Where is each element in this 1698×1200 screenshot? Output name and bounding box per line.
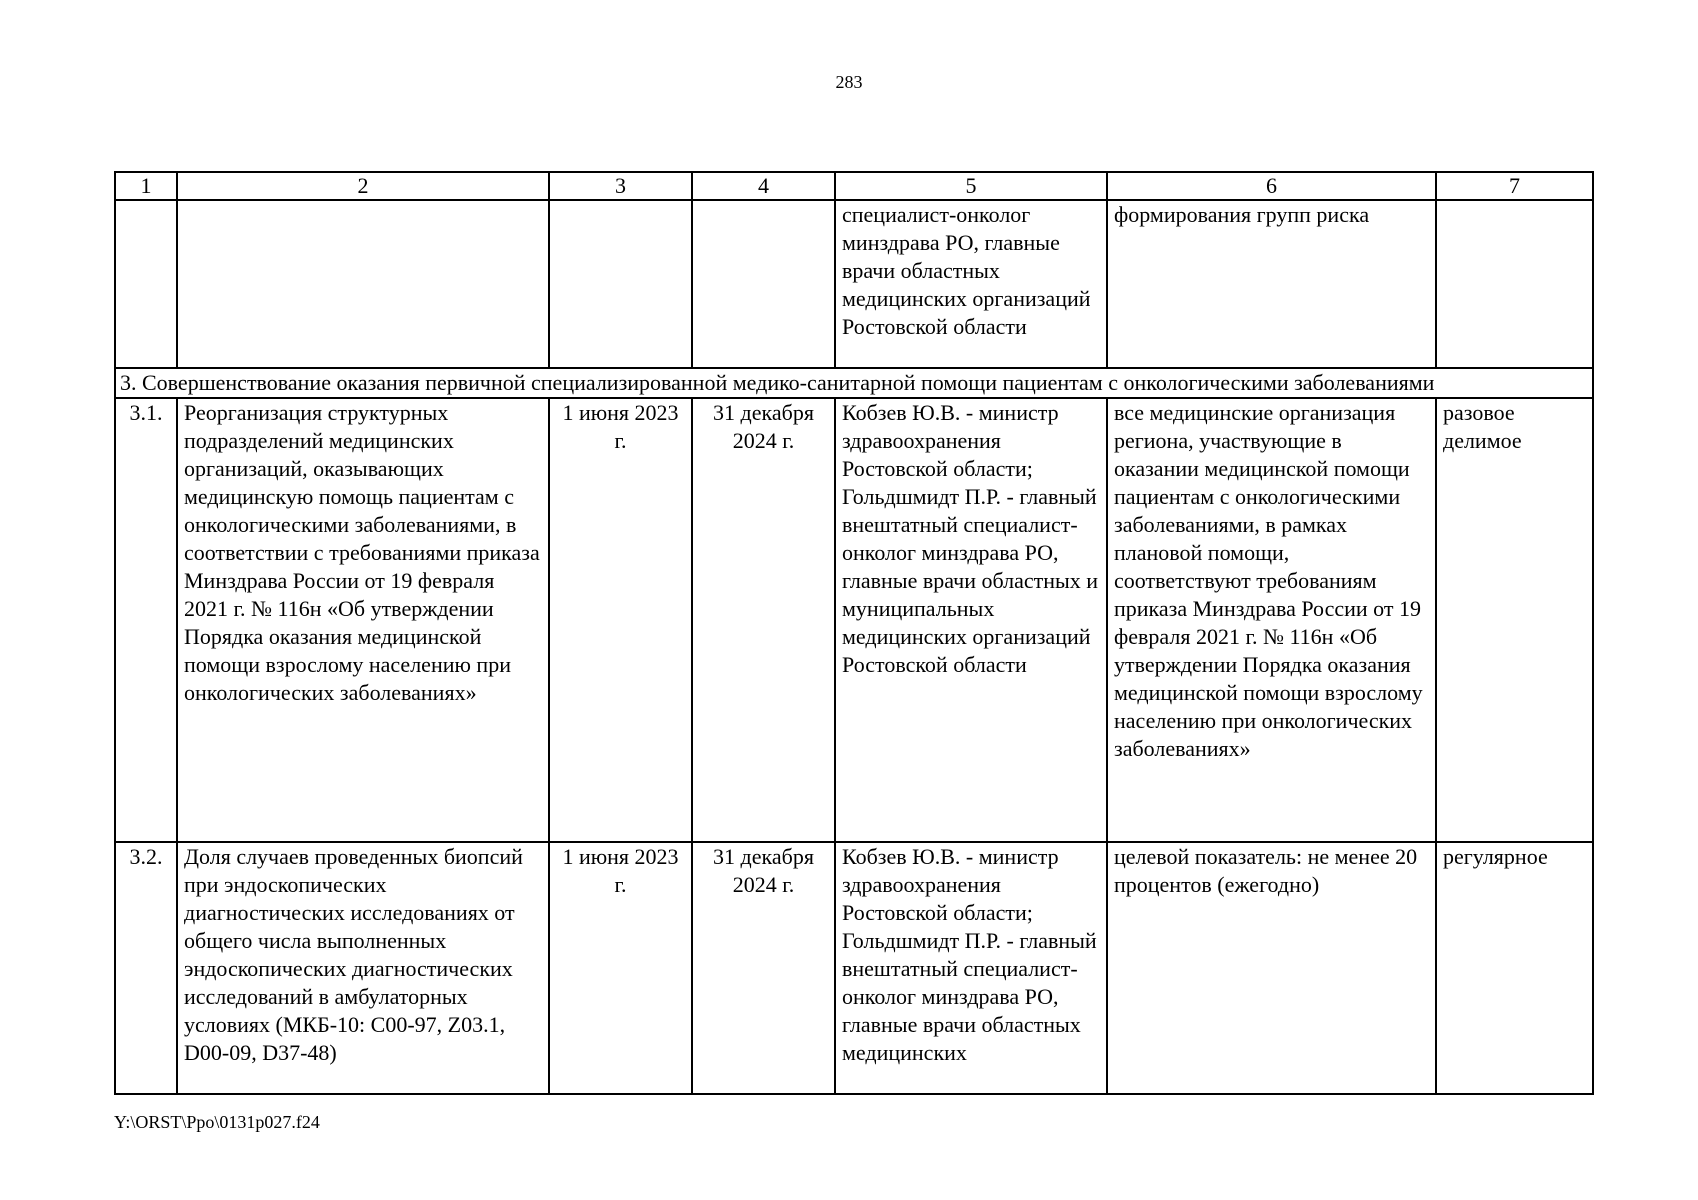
column-header: 4 bbox=[692, 172, 835, 200]
start-date-cell: 1 июня 2023 г. bbox=[549, 842, 692, 1094]
column-header-row bbox=[115, 172, 1593, 200]
event-name-cell: Доля случаев проведенных биопсий при эндоскопических диагностических исследованиях от общего числа выполненных эндоскопических диагностических исследований в амбулаторных условиях (МКБ-10: C00-97, Z03.1, D00-09, D37-48) bbox=[177, 842, 549, 1094]
section-row bbox=[115, 368, 1593, 398]
type-cell bbox=[1436, 200, 1593, 368]
column-header: 2 bbox=[177, 172, 549, 200]
event-name-cell bbox=[177, 200, 549, 368]
column-header: 6 bbox=[1107, 172, 1436, 200]
section-title: 3. Совершенствование оказания первичной специализированной медико-санитарной помощи пациентам с онкологическими заболеваниями bbox=[115, 368, 1593, 398]
column-header: 3 bbox=[549, 172, 692, 200]
page-number: 283 bbox=[835, 72, 863, 92]
end-date-cell: 31 декабря 2024 г. bbox=[692, 842, 835, 1094]
row-number-cell bbox=[115, 200, 177, 368]
result-cell: формирования групп риска bbox=[1107, 200, 1436, 368]
column-header: 1 bbox=[115, 172, 177, 200]
row-number-cell: 3.1. bbox=[115, 398, 177, 842]
result-cell: все медицинские организация региона, участвующие в оказании медицинской помощи пациентам с онкологическими заболеваниями, в рамках плановой помощи, соответствуют требованиям приказа Минздрава России от 19 февраля 2021 г. № 116н «Об утверждении Порядка оказания медицинской помощи взрослому населению при онкологических заболеваниях» bbox=[1107, 398, 1436, 842]
column-header: 7 bbox=[1436, 172, 1593, 200]
responsible-cell: Кобзев Ю.В. - министр здравоохранения Ростовской области; Гольдшмидт П.Р. - главный внештатный специалист-онколог минздрава РО, главные врачи областных медицинских bbox=[835, 842, 1107, 1094]
type-cell: разовое делимое bbox=[1436, 398, 1593, 842]
type-cell: регулярное bbox=[1436, 842, 1593, 1094]
row-number-cell: 3.2. bbox=[115, 842, 177, 1094]
plan-table bbox=[114, 171, 1594, 1095]
responsible-cell: Кобзев Ю.В. - министр здравоохранения Ростовской области; Гольдшмидт П.Р. - главный внештатный специалист-онколог минздрава РО, главные врачи областных и муниципальных медицинских организаций Ростовской области bbox=[835, 398, 1107, 842]
table-row bbox=[115, 842, 1593, 1094]
start-date-cell bbox=[549, 200, 692, 368]
end-date-cell: 31 декабря 2024 г. bbox=[692, 398, 835, 842]
end-date-cell bbox=[692, 200, 835, 368]
footer-file-path: Y:\ORST\Ppo\0131p027.f24 bbox=[114, 1112, 320, 1132]
responsible-cell: специалист-онколог минздрава РО, главные врачи областных медицинских организаций Ростовской области bbox=[835, 200, 1107, 368]
table-row-continued bbox=[115, 200, 1593, 368]
result-cell: целевой показатель: не менее 20 процентов (ежегодно) bbox=[1107, 842, 1436, 1094]
event-name-cell: Реорганизация структурных подразделений медицинских организаций, оказывающих медицинскую помощь пациентам с онкологическими заболеваниями, в соответствии с требованиями приказа Минздрава России от 19 февраля 2021 г. № 116н «Об утверждении Порядка оказания медицинской помощи взрослому населению при онкологических заболеваниях» bbox=[177, 398, 549, 842]
column-header: 5 bbox=[835, 172, 1107, 200]
table-row bbox=[115, 398, 1593, 842]
start-date-cell: 1 июня 2023 г. bbox=[549, 398, 692, 842]
